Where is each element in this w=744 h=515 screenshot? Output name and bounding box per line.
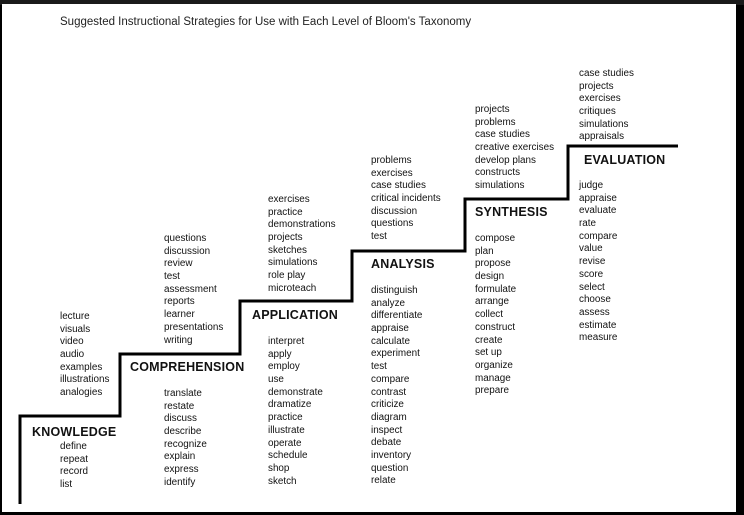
- list-item: translate: [164, 388, 202, 399]
- level-comprehension: COMPREHENSION: [130, 360, 245, 374]
- list-item: prepare: [475, 385, 510, 397]
- list-item: plan: [475, 245, 494, 257]
- synthesis-strategies: [475, 104, 554, 193]
- list-item: demonstrations: [268, 219, 336, 231]
- comprehension-verbs: [164, 388, 207, 490]
- list-item: shop: [268, 462, 290, 474]
- list-item: compare: [371, 373, 410, 385]
- list-item: simulations: [475, 180, 525, 192]
- list-item: measure: [579, 332, 618, 344]
- list-item: schedule: [268, 450, 308, 462]
- list-item: exercises: [579, 93, 621, 105]
- level-analysis: ANALYSIS: [371, 257, 435, 271]
- list-item: projects: [475, 104, 510, 115]
- list-item: estimate: [579, 319, 617, 331]
- list-item: video: [60, 336, 84, 348]
- list-item: lecture: [60, 311, 90, 322]
- list-item: reports: [164, 296, 195, 308]
- list-item: review: [164, 258, 193, 270]
- level-evaluation: EVALUATION: [584, 153, 666, 167]
- list-item: assess: [579, 306, 610, 318]
- list-item: microteach: [268, 282, 317, 294]
- list-item: critical incidents: [371, 193, 441, 205]
- list-item: projects: [268, 232, 303, 244]
- list-item: exercises: [268, 194, 310, 205]
- list-item: arrange: [475, 296, 510, 308]
- list-item: analogies: [60, 387, 103, 399]
- list-item: simulations: [268, 257, 318, 269]
- list-item: case studies: [475, 129, 530, 141]
- list-item: practice: [268, 206, 303, 218]
- level-application: APPLICATION: [252, 308, 338, 322]
- list-item: exercises: [371, 167, 413, 179]
- list-item: differentiate: [371, 310, 423, 322]
- list-item: case studies: [371, 180, 426, 192]
- list-item: design: [475, 271, 505, 283]
- list-item: interpret: [268, 336, 305, 347]
- list-item: practice: [268, 412, 303, 424]
- list-item: simulations: [579, 118, 629, 130]
- list-item: experiment: [371, 348, 420, 360]
- list-item: operate: [268, 437, 302, 449]
- list-item: list: [60, 479, 73, 491]
- list-item: relate: [371, 475, 396, 487]
- list-item: contrast: [371, 386, 407, 398]
- list-item: restate: [164, 400, 195, 412]
- list-item: calculate: [371, 335, 410, 347]
- list-item: formulate: [475, 283, 517, 295]
- list-item: record: [60, 466, 88, 478]
- list-item: construct: [475, 321, 516, 333]
- list-item: value: [579, 243, 603, 255]
- list-item: describe: [164, 426, 202, 438]
- list-item: define: [60, 441, 87, 452]
- evaluation-verbs: [579, 180, 617, 345]
- list-item: sketch: [268, 475, 297, 487]
- list-item: appraise: [371, 323, 409, 335]
- list-item: diagram: [371, 411, 407, 423]
- list-item: score: [579, 268, 604, 280]
- list-item: propose: [475, 258, 511, 270]
- list-item: presentations: [164, 321, 224, 333]
- list-item: test: [164, 271, 180, 283]
- list-item: appraise: [579, 192, 617, 204]
- list-item: question: [371, 462, 409, 474]
- list-item: inspect: [371, 424, 403, 436]
- list-item: test: [371, 361, 387, 373]
- list-item: distinguish: [371, 285, 418, 296]
- list-item: collect: [475, 309, 503, 321]
- list-item: case studies: [579, 68, 634, 79]
- evaluation-strategies: [579, 68, 634, 144]
- list-item: organize: [475, 359, 513, 371]
- list-item: appraisals: [579, 131, 625, 143]
- list-item: criticize: [371, 399, 404, 411]
- level-synthesis: SYNTHESIS: [475, 205, 548, 219]
- list-item: learner: [164, 309, 195, 321]
- application-strategies: [268, 194, 336, 296]
- list-item: questions: [371, 218, 414, 230]
- list-item: sketches: [268, 244, 307, 256]
- diagram-canvas: [2, 4, 736, 512]
- comprehension-strategies: [164, 233, 223, 347]
- list-item: judge: [579, 180, 604, 191]
- list-item: role play: [268, 270, 306, 282]
- list-item: employ: [268, 361, 300, 373]
- level-knowledge: KNOWLEDGE: [32, 425, 117, 439]
- list-item: writing: [164, 334, 193, 346]
- list-item: audio: [60, 349, 85, 361]
- list-item: examples: [60, 361, 103, 373]
- list-item: compose: [475, 233, 516, 244]
- list-item: illustrate: [268, 424, 305, 436]
- list-item: questions: [164, 233, 207, 244]
- list-item: create: [475, 334, 503, 346]
- analysis-strategies: [371, 155, 441, 244]
- diagram-title: Suggested Instructional Strategies for Use with Each Level of Bloom's Taxonomy: [60, 16, 472, 28]
- list-item: visuals: [60, 323, 91, 335]
- list-item: critiques: [579, 106, 616, 118]
- list-item: identify: [164, 476, 196, 488]
- list-item: assessment: [164, 283, 217, 295]
- list-item: projects: [579, 80, 614, 92]
- list-item: discussion: [164, 245, 211, 257]
- list-item: problems: [371, 155, 412, 166]
- synthesis-verbs: [475, 233, 516, 398]
- list-item: problems: [475, 116, 516, 128]
- list-item: rate: [579, 218, 597, 230]
- list-item: creative exercises: [475, 142, 555, 154]
- list-item: dramatize: [268, 399, 312, 411]
- list-item: repeat: [60, 453, 89, 465]
- application-verbs: [268, 336, 323, 488]
- list-item: evaluate: [579, 205, 617, 217]
- knowledge-strategies: [60, 311, 109, 400]
- list-item: explain: [164, 451, 196, 463]
- analysis-verbs: [371, 285, 422, 488]
- list-item: inventory: [371, 449, 412, 461]
- list-item: recognize: [164, 438, 207, 450]
- list-item: debate: [371, 437, 402, 449]
- list-item: revise: [579, 256, 606, 268]
- list-item: demonstrate: [268, 386, 323, 398]
- list-item: test: [371, 231, 387, 243]
- list-item: constructs: [475, 167, 521, 179]
- list-item: compare: [579, 230, 618, 242]
- list-item: develop plans: [475, 154, 536, 166]
- list-item: analyze: [371, 297, 406, 309]
- knowledge-verbs: [60, 441, 88, 492]
- list-item: choose: [579, 294, 611, 306]
- list-item: use: [268, 374, 284, 386]
- list-item: illustrations: [60, 374, 110, 386]
- list-item: express: [164, 464, 199, 476]
- list-item: discussion: [371, 205, 418, 217]
- list-item: apply: [268, 348, 292, 360]
- list-item: manage: [475, 372, 511, 384]
- list-item: discuss: [164, 413, 197, 425]
- list-item: select: [579, 281, 605, 293]
- list-item: set up: [475, 347, 502, 359]
